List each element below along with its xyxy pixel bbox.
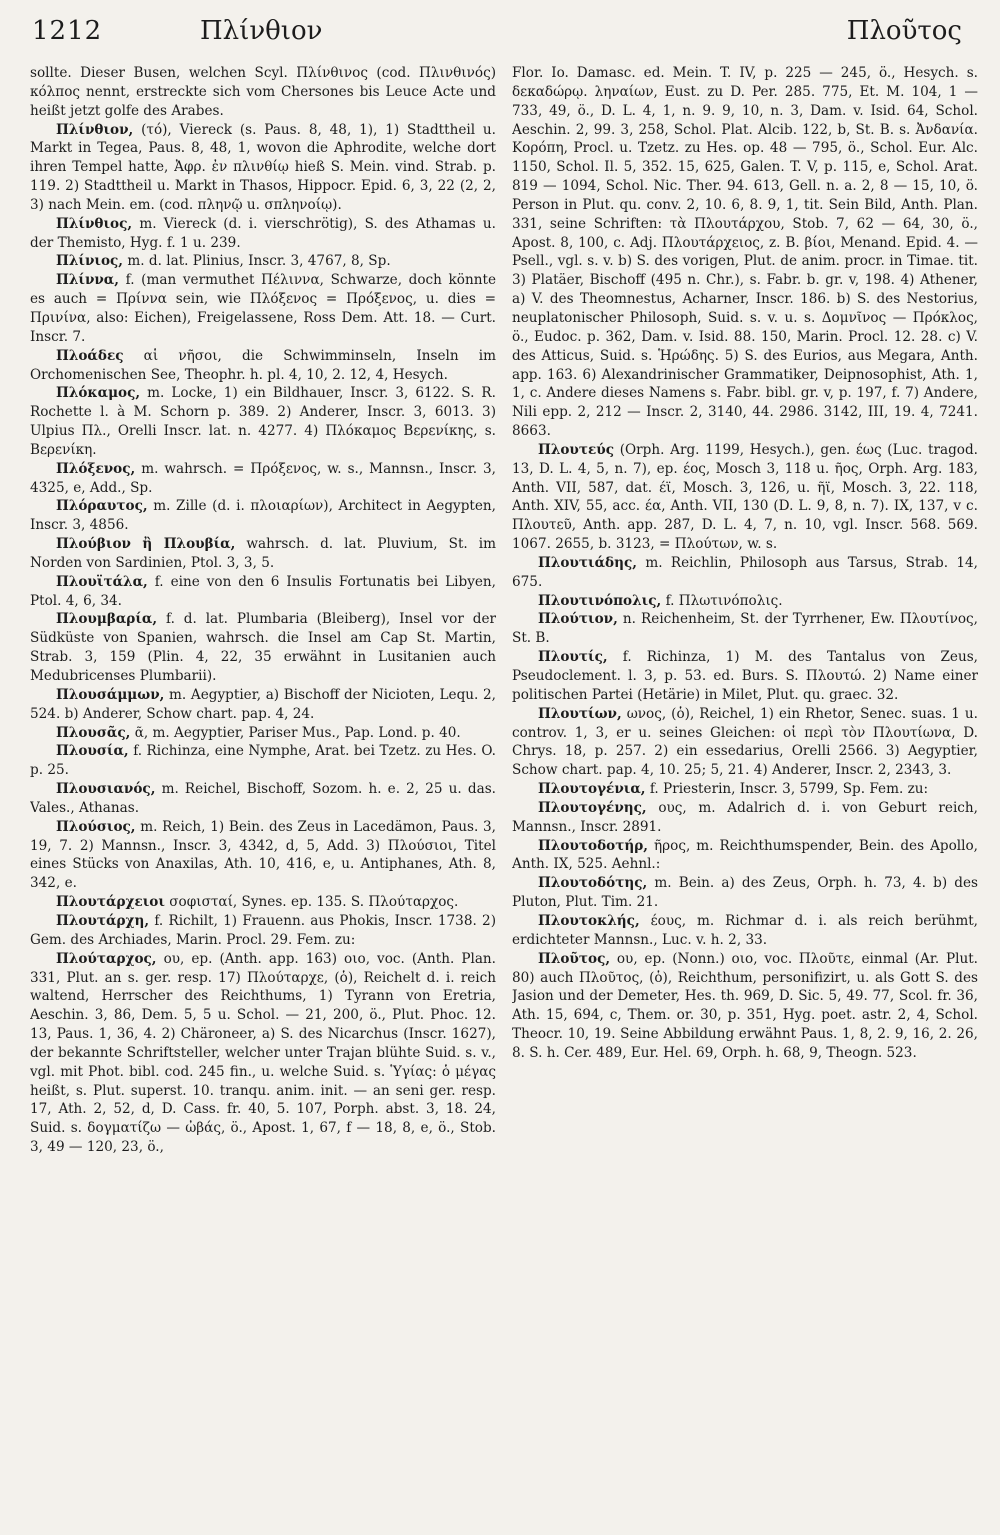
entry-headword: Πλουσιανός, bbox=[56, 781, 156, 798]
dictionary-entry bbox=[512, 705, 978, 780]
entry-text: σοφισταί, Synes. ep. 135. S. Πλούταρχος. bbox=[169, 894, 459, 911]
entry-text: ου, ep. (Anth. app. 163) οιο, voc. (Anth. Plan. 331, Plut. an s. ger. resp. 17) Πλούταρχε, (ὁ), Reichelt d. i. reich waltend, Herrscher des Reichthums, 1) Tyrann von Eretria, Aeschin. 3, 86, Dem. 5, 5 u. Schol. — 21, 200, ö., Plut. Phoc. 12. 13, Paus. 1, 36, 4. 2) Chäroneer, a) S. des Nicarchus (Inscr. 1627), der bekannte Schriftsteller, welcher unter Trajan blühte Suid. s. v., vgl. mit Phot. bibl. cod. 245 fin., u. welche Suid. s. Ὑγίας: ὁ μέγας heißt, s. Plut. superst. 10. tranqu. anim. init. — an seni ger. resp. 17, Ath. 2, 52, d, D. Cass. fr. 40, 5. 107, Porph. abst. 3, 18. 24, Suid. s. δογματίζω — ὠβάς, ö., Apost. 1, 67, f — 18, 8, e, ö., Stob. 3, 49 — 120, 23, ö., bbox=[30, 950, 496, 1156]
entry-text: f. Priesterin, Inscr. 3, 5799, Sp. Fem. zu: bbox=[649, 781, 929, 798]
entry-text: ᾶ, m. Aegyptier, Pariser Mus., Pap. Lond. p. 40. bbox=[134, 724, 461, 741]
dictionary-entry bbox=[512, 950, 978, 1063]
entry-headword: Πλίννα, bbox=[56, 272, 120, 289]
entry-headword: Πλουτάρχειοι bbox=[56, 894, 165, 911]
entry-text: έους, m. Richmar d. i. als reich berühmt, erdichteter Mannsn., Luc. v. h. 2, 33. bbox=[512, 912, 978, 948]
entry-headword: Πλουτιάδης, bbox=[538, 554, 638, 571]
dictionary-entry bbox=[512, 912, 978, 950]
entry-headword: Πλουτοκλής, bbox=[538, 912, 640, 929]
dictionary-entry bbox=[512, 64, 978, 441]
entry-text: f. eine von den 6 Insulis Fortunatis bei Libyen, Ptol. 4, 6, 34. bbox=[30, 573, 496, 609]
left-catchword: Πλίνθιον bbox=[200, 16, 323, 46]
entry-text: m. Reichel, Bischoff, Sozom. h. e. 2, 25 u. das. Vales., Athanas. bbox=[30, 781, 496, 816]
entry-headword: Πλουτοδοτήρ, bbox=[538, 837, 649, 854]
entry-headword: Πλουτογένης, bbox=[538, 799, 647, 816]
dictionary-entry bbox=[30, 724, 496, 743]
entry-text: m. Bein. a) des Zeus, Orph. h. 73, 4. b) des Pluton, Plut. Tim. 21. bbox=[512, 875, 978, 911]
dictionary-entry bbox=[30, 818, 496, 893]
dictionary-entry bbox=[30, 121, 496, 215]
dictionary-entry bbox=[30, 610, 496, 685]
entry-headword: Πλουσᾶς, bbox=[56, 724, 131, 741]
entry-text: m. wahrsch. = Πρόξενος, w. s., Mannsn., Inscr. 3, 4325, e, Add., Sp. bbox=[30, 460, 496, 496]
right-column bbox=[512, 64, 978, 1524]
dictionary-entry bbox=[512, 554, 978, 592]
dictionary-entry bbox=[30, 215, 496, 253]
entry-text: sollte. Dieser Busen, welchen Scyl. Πλίνθινος (cod. Πλινθινός) κόλπος nennt, erstreckte sich vom Chersones bis Leuce Acte und heißt jetzt golfe des Arabes. bbox=[30, 65, 496, 119]
entry-text: wahrsch. d. lat. Pluvium, St. im Norden von Sardinien, Ptol. 3, 3, 5. bbox=[30, 536, 496, 571]
entry-text: ῆρος, m. Reichthumspender, Bein. des Apollo, Anth. IX, 525. Aehnl.: bbox=[512, 837, 978, 873]
entry-headword: Πλουτινόπολις, bbox=[538, 592, 662, 609]
dictionary-entry bbox=[512, 441, 978, 554]
dictionary-entry bbox=[30, 64, 496, 121]
entry-headword: Πλόκαμος, bbox=[56, 385, 141, 402]
dictionary-entry bbox=[30, 535, 496, 573]
entry-headword: Πλουτοδότης, bbox=[538, 875, 648, 892]
page-header bbox=[0, 10, 1000, 60]
dictionary-entry bbox=[512, 799, 978, 837]
entry-text: f. (man vermuthet Πέλιννα, Schwarze, doch könnte es auch = Πρίννα sein, wie Πλόξενος = Πρόξενος, u. dies = Πρινίνα, also: Eichen), Freigelassene, Ross Dem. Att. 18. — Curt. Inscr. 7. bbox=[30, 272, 496, 345]
entry-text: m. Viereck (d. i. vierschrötig), S. des Athamas u. der Themisto, Hyg. f. 1 u. 239. bbox=[30, 215, 496, 251]
entry-text: (τό), Viereck (s. Paus. 8, 48, 1), 1) Stadttheil u. Markt in Tegea, Paus. 8, 48, 1, wovon die Aphrodite, welche dort ihren Tempel hatte, Ἀφρ. ἐν πλινθίῳ hieß S. Mein. vind. Strab. p. 119. 2) Stadttheil u. Markt in Thasos, Hippocr. Epid. 6, 3, 22 (2, 2, 3) nach Mein. em. (cod. πληνῷ u. σπληνοίῳ). bbox=[30, 121, 496, 213]
entry-text: ου, ep. (Nonn.) οιο, voc. Πλοῦτε, einmal (Ar. Plut. 80) auch Πλοῦτος, (ὁ), Reichthum, personifizirt, u. als Gott S. des Jasion und der Demeter, Hes. th. 969, D. Sic. 5, 49. 77, Scol. fr. 36, Ath. 15, 694, c, Them. or. 30, p. 351, Hyg. poet. astr. 2, 4, Schol. Theocr. 10, 19. Seine Abbildung erwähnt Paus. 1, 8, 2. 9, 16, 2. 26, 8. S. h. Cer. 489, Eur. Hel. 69, Orph. h. 68, 9, Theogn. 523. bbox=[512, 950, 978, 1061]
entry-headword: Πλούταρχος, bbox=[56, 950, 157, 967]
entry-headword: Πλουτεύς bbox=[538, 441, 614, 458]
dictionary-entry bbox=[512, 592, 978, 611]
left-column bbox=[30, 64, 496, 1524]
dictionary-entry bbox=[30, 497, 496, 535]
dictionary-entry bbox=[30, 742, 496, 780]
dictionary-entry bbox=[30, 686, 496, 724]
entry-text: ωνος, (ὁ), Reichel, 1) ein Rhetor, Senec. suas. 1 u. controv. 1, 3, er u. seines Gleichen: οἱ περὶ τὸν Πλουτίωνα, D. Chrys. 18, p. 257. 2) ein essedarius, Orelli 2566. 3) Aegyptier, Schow chart. pap. 4, 10. 25; 5, 21. 4) Anderer, Inscr. 2, 2343, 3. bbox=[512, 705, 978, 779]
dictionary-entry bbox=[30, 893, 496, 912]
dictionary-entry bbox=[30, 347, 496, 385]
dictionary-entry bbox=[30, 460, 496, 498]
entry-headword: Πλουτογένια, bbox=[538, 781, 646, 798]
dictionary-entry bbox=[30, 271, 496, 346]
entry-text: f. Richinza, 1) M. des Tantalus von Zeus, Pseudoclement. l. 3, p. 53. ed. Burs. S. Πλουτώ. 2) Name einer politischen Partei (Hetärie) in Milet, Plut. qu. graec. 32. bbox=[512, 649, 978, 703]
entry-text: f. d. lat. Plumbaria (Bleiberg), Insel vor der Südküste von Spanien, wahrsch. die Insel am Cap St. Martin, Strab. 3, 159 (Plin. 4, 22, 35 erwähnt in Lusitanien auch Medubricenses Plumbarii). bbox=[30, 611, 496, 684]
entry-headword: Πλοάδες bbox=[56, 347, 124, 364]
dictionary-entry bbox=[512, 837, 978, 875]
dictionary-entry bbox=[30, 252, 496, 271]
entry-text: (Orph. Arg. 1199, Hesych.), gen. έως (Luc. tragod. 13, D. L. 4, 5, n. 7), ep. έος, Mosch 3, 118 u. ῆος, Orph. Arg. 183, Anth. VII, 587, dat. έϊ, Mosch. 3, 126, u. ῆϊ, Mosch. 3, 22. 118, Anth. XIV, 55, acc. έα, Anth. VII, 130 (D. L. 9, 8, n. 7). IX, 137, v c. Πλουτεῦ, Anth. app. 287, D. L. 4, 7, n. 10, vgl. Inscr. 568. 569. 1067. 2655, b. 3123, = Πλούτων, w. s. bbox=[512, 441, 978, 553]
entry-headword: Πλουσάμμων, bbox=[56, 686, 165, 703]
entry-headword: Πλουτίς, bbox=[538, 649, 608, 666]
dictionary-entry bbox=[30, 573, 496, 611]
entry-headword: Πλίνθιον, bbox=[56, 121, 134, 138]
entry-text: Flor. Io. Damasc. ed. Mein. T. IV, p. 225 — 245, ö., Hesych. s. δεκαδώρῳ. ληναίων, Eust. zu D. Per. 285. 775, Et. M. 104, 1 — 733, 49, ö., D. L. 4, 1, n. 9. 9, 10, n. 3, Dam. v. Isid. 64, Schol. Aeschin. 2, 99. 3, 258, Schol. Plat. Alcib. 122, b, St. B. s. Ἀνδανία. Κορόπη, Procl. u. Tzetz. zu Hes. op. 48 — 795, ö., Schol. Eur. Alc. 1150, Schol. Il. 5, 352. 15, 625, Galen. T. V, p. 115, e, Schol. Arat. 819 — 1094, Schol. Nic. Ther. 94. 613, Gell. n. a. 2, 8 — 15, 10, ö. Person in Plut. qu. conv. 2, 10. 6, 8. 9, 1, tit. Sein Bild, Anth. Plan. 331, seine Schriften: τὰ Πλουτάρχου, Stob. 7, 62 — 64, 30, ö., Apost. 8, 100, c. Adj. Πλουτάρχειος, z. B. βίοι, Menand. Epid. 4. — Psell., vgl. s. v. b) S. des vorigen, Plut. de anim. procr. in Timae. tit. 3) Platäer, Bischoff (495 n. Chr.), s. Fabr. b. gr. v, 198. 4) Athener, a) V. des Theomnestus, Acharner, Inscr. 186. b) S. des Nestorius, neuplatonischer Philosoph, Suid. s. v. u. s. Δομνῖνος — Πρόκλος, ö., Eudoc. p. 362, Dam. v. Isid. 88. 150, Marin. Procl. 12. 28. c) V. des Atticus, Suid. s. Ἡρώδης. 5) S. des Eurios, aus Megara, Anth. app. 163. 6) Alexandrinischer Grammatiker, Deipnosophist, Ath. 1, 1, c. Andere dieses Namens s. Fabr. bibl. gr. v, p. 197, f. 7) Andere, Nili epp. 2, 212 — Inscr. 2, 3140, 44. 2986. 3142, III, 19. 4, 7241. 8663. bbox=[512, 65, 978, 440]
dictionary-entry bbox=[30, 384, 496, 459]
entry-text: n. Reichenheim, St. der Tyrrhener, Ew. Πλουτίνος, St. B. bbox=[512, 611, 978, 647]
entry-headword: Πλουτάρχη, bbox=[56, 912, 150, 929]
right-catchword: Πλοῦτος bbox=[846, 16, 962, 46]
entry-headword: Πλούτιον, bbox=[538, 611, 618, 628]
entry-text: f. Πλωτινόπολις. bbox=[665, 592, 783, 609]
entry-text: ους, m. Adalrich d. i. von Geburt reich, Mannsn., Inscr. 2891. bbox=[512, 799, 978, 835]
dictionary-entry bbox=[512, 780, 978, 799]
entry-text: m. d. lat. Plinius, Inscr. 3, 4767, 8, Sp. bbox=[127, 253, 391, 270]
dictionary-entry bbox=[512, 874, 978, 912]
page-number: 1212 bbox=[32, 16, 103, 46]
entry-headword: Πλίνθιος, bbox=[56, 215, 133, 232]
dictionary-entry bbox=[512, 648, 978, 705]
entry-text: m. Reichlin, Philosoph aus Tarsus, Strab. 14, 675. bbox=[512, 554, 978, 590]
dictionary-entry bbox=[512, 610, 978, 648]
entry-text: m. Aegyptier, a) Bischoff der Nicioten, Lequ. 2, 524. b) Anderer, Schow chart. pap. 4, 24. bbox=[30, 686, 496, 722]
dictionary-entry bbox=[30, 950, 496, 1157]
dictionary-entry bbox=[30, 780, 496, 818]
entry-headword: Πλίνιος, bbox=[56, 253, 124, 270]
entry-text: m. Reich, 1) Bein. des Zeus in Lacedämon, Paus. 3, 19, 7. 2) Mannsn., Inscr. 3, 4342, d, 5, Add. 3) Πλούσιοι, Titel eines Stücks von Anaxilas, Ath. 10, 416, e, u. Antiphanes, Ath. 8, 342, e. bbox=[30, 818, 496, 892]
entry-headword: Πλόξενος, bbox=[56, 460, 136, 477]
entry-headword: Πλοῦτος, bbox=[538, 950, 611, 967]
entry-text: m. Locke, 1) ein Bildhauer, Inscr. 3, 6122. S. R. Rochette l. à M. Schorn p. 389. 2) Anderer, Inscr. 3, 6013. 3) Ulpius Πλ., Orelli Inscr. lat. n. 4277. 4) Πλόκαμος Βερενίκης, s. Βερενίκη. bbox=[30, 385, 496, 458]
entry-text: m. Zille (d. i. πλοιαρίων), Architect in Aegypten, Inscr. 3, 4856. bbox=[30, 498, 496, 534]
entry-headword: Πλουτίων, bbox=[538, 705, 622, 722]
entry-headword: Πλούσιος, bbox=[56, 818, 136, 835]
entry-headword: Πλουσία, bbox=[56, 743, 129, 760]
entry-headword: Πλουϊτάλα, bbox=[56, 573, 148, 590]
dictionary-entry bbox=[30, 912, 496, 950]
entry-text: f. Richinza, eine Nymphe, Arat. bei Tzetz. zu Hes. O. p. 25. bbox=[30, 743, 496, 779]
entry-headword: Πλόραυτος, bbox=[56, 498, 148, 515]
entry-headword: Πλουμβαρία, bbox=[56, 611, 158, 628]
entry-text: f. Richilt, 1) Frauenn. aus Phokis, Inscr. 1738. 2) Gem. des Archiades, Marin. Procl. 29. Fem. zu: bbox=[30, 912, 496, 948]
entry-text: αἱ νῆσοι, die Schwimminseln, Inseln im Orchomenischen See, Theophr. h. pl. 4, 10, 2. 12, 4, Hesych. bbox=[30, 347, 496, 383]
entry-headword: Πλούβιον ἢ Πλουβία, bbox=[56, 536, 236, 553]
